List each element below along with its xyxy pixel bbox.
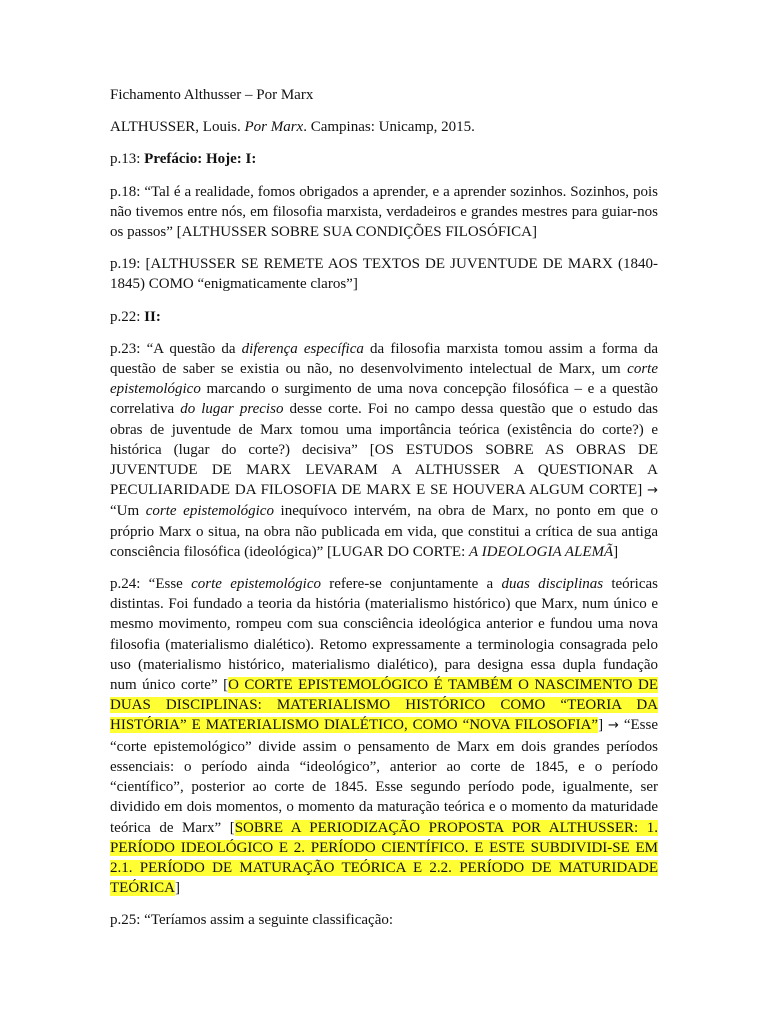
note-p23 xyxy=(110,339,658,562)
italic-term: corte epistemológico xyxy=(191,576,322,593)
text-run: p.23: “A questão da xyxy=(110,340,242,357)
arrow-right-icon: → xyxy=(608,718,619,734)
reference-rest: . Campinas: Unicamp, 2015. xyxy=(303,119,475,136)
highlighted-annotation: SOBRE A PERIODIZAÇÃO PROPOSTA POR ALTHUSSER: 1. PERÍODO IDEOLÓGICO E 2. PERÍODO CIENTÍFICO. E ESTE SUBDIVIDI-SE EM 2.1. PERÍODO DE MATURAÇÃO TEÓRICA E 2.2. PERÍODO DE MATURIDADE TEÓRICA xyxy=(110,819,658,897)
note-p24 xyxy=(110,574,658,898)
document-page xyxy=(110,85,658,943)
note-p25: p.25: “Teríamos assim a seguinte classificação: xyxy=(110,912,394,929)
section-heading: Prefácio: Hoje: I: xyxy=(144,151,257,168)
section-p13 xyxy=(110,149,658,169)
text-run: ] xyxy=(613,543,619,560)
reference-author: ALTHUSSER, Louis. xyxy=(110,119,241,136)
highlighted-annotation: O CORTE EPISTEMOLÓGICO É TAMBÉM O NASCIMENTO DE DUAS DISCIPLINAS: MATERIALISMO HISTÓRICO COMO “TEORIA DA HISTÓRIA” E MATERIALISMO DIALÉTICO, COMO “NOVA FILOSOFIA” xyxy=(110,677,658,734)
page-ref: p.22: xyxy=(110,308,145,325)
bibliographic-reference xyxy=(110,117,658,137)
note-p19: p.19: [ALTHUSSER SE REMETE AOS TEXTOS DE JUVENTUDE DE MARX (1840-1845) COMO “enigmaticamente claros”] xyxy=(110,256,658,293)
note-p18: p.18: “Tal é a realidade, fomos obrigados a aprender, e a aprender sozinhos. Sozinhos, pois não tivemos entre nós, em filosofia marxista, verdadeiros e grandes mestres para guiar-nos os passos” [ALTHUSSER SOBRE SUA CONDIÇÕES FILOSÓFICA] xyxy=(110,183,658,241)
text-run: refere-se conjuntamente a xyxy=(321,576,502,593)
italic-term: do lugar preciso xyxy=(180,401,284,418)
text-run: inequívoco intervém, na obra de Marx, no ponto em que o próprio Marx o situa, na obra não publicada em vida, que constitui a crítica de sua antiga consciência filosófica (ideológica)” [LUGAR DO CORTE: xyxy=(110,503,658,560)
text-run: p.24: “Esse xyxy=(110,576,192,593)
italic-term: diferença específica xyxy=(241,340,364,357)
section-heading: II: xyxy=(144,308,161,325)
reference-work: Por Marx xyxy=(244,119,304,136)
text-run: ] xyxy=(175,880,180,897)
text-run: teóricas distintas. Foi fundado a teoria da história (materialismo histórico) que Marx, num único e mesmo movimento, rompeu com sua consciência ideológica anterior e fundou uma nova filosofia (materialismo dialético). Retomo expressamente a terminologia consagrada pelo uso (materialismo histórico, materialismo dialético), para designa essa dupla fundação num único corte” [ xyxy=(110,576,658,694)
text-run: marcando o surgimento de uma nova concepção filosófica – e a questão correlativa xyxy=(110,381,658,418)
arrow-right-icon: → xyxy=(647,483,658,499)
italic-term: corte epistemológico xyxy=(145,503,274,520)
text-run: “Um xyxy=(110,503,146,520)
italic-term: A IDEOLOGIA ALEMÃ xyxy=(469,543,614,560)
document-title: Fichamento Althusser – Por Marx xyxy=(110,87,314,103)
page-ref: p.13: xyxy=(110,151,145,168)
italic-term: duas disciplinas xyxy=(501,576,604,593)
section-p22 xyxy=(110,307,658,327)
text-run: “Esse “corte epistemológico” divide assim o pensamento de Marx em dois grandes períodos essenciais: o período ainda “ideológico”, anterior ao corte de 1845, e o período “científico”, posterior ao corte de 1845. Esse segundo período pode, igualmente, ser dividido em dois momentos, o momento da maturação teórica e o momento da maturidade teórica de Marx” [ xyxy=(110,717,659,836)
italic-term: corte epistemológico xyxy=(110,361,658,398)
text-run: desse corte. Foi no campo dessa questão que o estudo das obras de juventude de Marx tomou uma importância teórica (existência do corte?) e histórica (lugar do corte?) decisiva” [OS ESTUDOS SOBRE AS OBRAS DE JUVENTUDE DE MARX LEVARAM A ALTHUSSER A QUESTIONAR A PECULIARIDADE DA FILOSOFIA DE MARX E SE HOUVERA ALGUM CORTE] xyxy=(110,401,659,499)
text-run: ] xyxy=(598,717,609,734)
text-run: da filosofia marxista tomou assim a forma da questão de saber se existia ou não, no desenvolvimento intelectual de Marx, um xyxy=(110,340,658,378)
